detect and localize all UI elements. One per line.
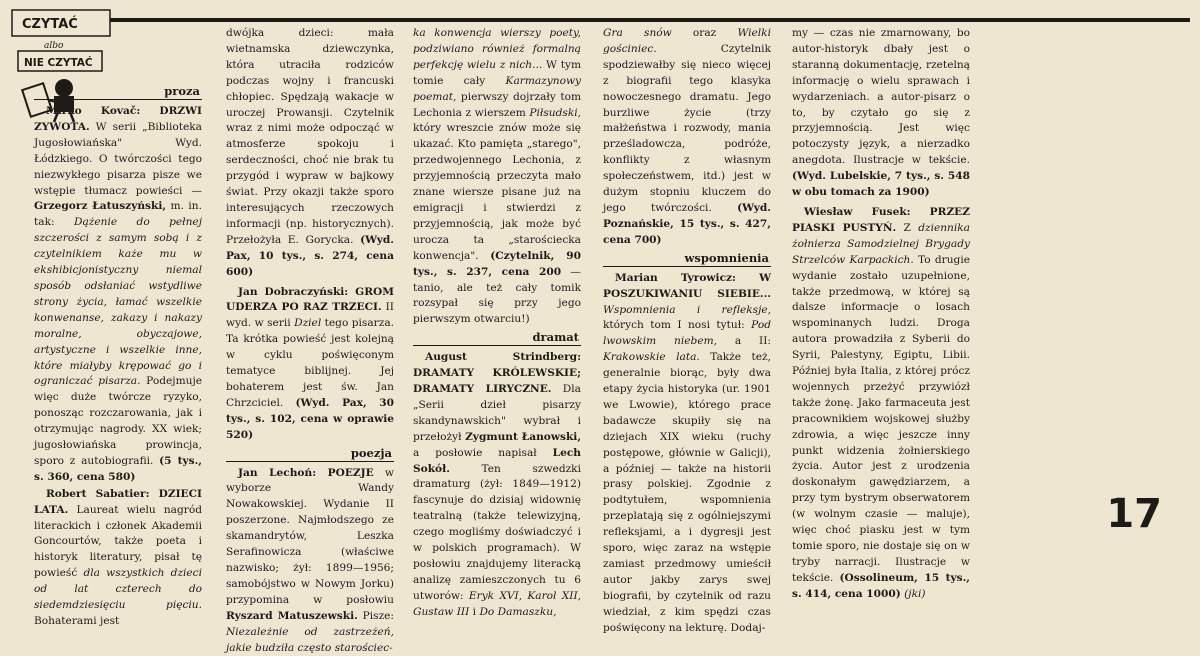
review-text: a II: (717, 335, 771, 348)
logo-line2: albo (44, 41, 64, 51)
review-quote: Piłsudski, (529, 106, 581, 119)
review-text: dwójka dzieci: mała wietnamska dziewczynka, która utraciła rodziców podczas wojny i francuski chłopiec. Spędzają wakacje w uroczej Prowansji. Czytelnik wraz z nimi może odpocząć w atmosferze spokoju i serdeczności, choć nie brak tu przygód i wypraw w bajkowy świat. Przy okazji także sporo interesujących rzeczowych informacji (np. historycznych). Przełożyła E. Gorycka. (226, 27, 394, 246)
section-heading-wspomnienia: wspomnienia (603, 251, 771, 267)
review-lechon-cont (413, 26, 581, 328)
review-quote: Dziel (294, 317, 322, 330)
review-text: Także też, generalnie biorąc, były dwa etapy życia historyka (ur. 1901 we Lwowie), którego prace badawcze skupiły się na dziejach XIX wieku (ruchy postępowe, głównie w Galicji), a później — także na historii prasy polskiej. Zgodnie z podtytułem, wspomnienia przeplatają się z ogólniejszymi refleksjami, a i dygresji jest sporo, więc zaraz na wstępie zamiast przedmowy umieścił autor jakby zarys swej biografii, by czytelnik od razu wiedział, z kim spędzi czas poświęcony na lekturę. Dodaj- (603, 351, 771, 634)
review-tyrowicz-cont (792, 26, 970, 201)
review-fusek (792, 205, 970, 603)
review-text: tego pisarza. Ta krótka powieść jest kolejną w cyklu poświęconym tematyce biblijnej. Jej bohaterem jest św. Jan Chrzciciel. (226, 317, 394, 409)
review-dobraczynski-title: Jan Dobraczyński: GROM UDERZA PO RAZ TRZECI. (226, 285, 394, 314)
review-text: Z (896, 221, 911, 234)
review-quote: Karmazynowy poemat, (413, 74, 582, 103)
review-text: i (469, 605, 477, 618)
review-publication-info: (Wyd. Pax, 10 tys., s. 274, cena 600) (226, 233, 394, 278)
review-fusek-title: Wiesław Fusek: PRZEZ PIASKI PUSTYŃ. (792, 205, 970, 234)
section-heading-poezja: poezja (226, 446, 394, 462)
review-text: Pisze: (357, 609, 394, 622)
review-text: których tom I nosi tytuł: (603, 319, 745, 332)
review-strindberg (413, 350, 581, 620)
review-text: my — czas nie zmarnowany, bo autor-historyk dbały jest o staranną dokumentację, rzetelną informację o wielu sprawach i wydarzeniach. a autor-pisarz o to, by czytało go się z przyjemnością. Jest więc potoczysty język, a nierzadko anegdota. Ilustracje w tekście. (792, 27, 970, 167)
page-number: 17 (1106, 491, 1162, 537)
review-quote: dla wszystkich dzieci od lat czterech do siedemdziesięciu pięciu. (34, 567, 203, 612)
review-sabatier (34, 487, 202, 630)
review-quote: Wielki gościniec. (603, 27, 771, 55)
review-quote: Gra snów (603, 27, 672, 39)
review-publication-info: (Wyd. Pax, 30 tys., s. 102, cena w oprawie 520) (226, 396, 394, 441)
column-3 (413, 26, 581, 621)
review-text: Czytelnik spodziewałby się nieco więcej z biografii tego klasyka nowoczesnego dramatu. Jego burzliwe życie (trzy małżeństwa i rozwody, mania prześladowcza, podróże, konflikty z własnym społeczeństwem, itd.) jest w dużym stopniu kluczem do jego twórczości. (603, 42, 771, 214)
review-quote: Eryk XVI, Karol XII, Gustaw III (413, 589, 581, 618)
review-lechon-title: Jan Lechoń: POEZJE (238, 466, 374, 479)
review-name: Ryszard Matuszewski. (226, 609, 358, 622)
column-2 (226, 26, 394, 656)
review-dobraczynski (226, 285, 394, 444)
column-5 (792, 26, 970, 603)
review-tyrowicz (603, 271, 771, 637)
logo-line1: CZYTAĆ (22, 17, 78, 32)
review-sabatier-cont (226, 26, 394, 281)
review-text: W tym tomie cały (413, 58, 581, 87)
review-text: Podejmuje więc duże twórcze ryzyko, ponosząc rozczarowania, jak i otrzymując nagrody. XX wiek; jugosłowiańska prowincja, sporo z autobiografii. (34, 375, 202, 467)
review-text: Bohaterami jest (34, 615, 120, 627)
column-4 (603, 26, 771, 637)
review-quote: Do Damaszku, (479, 605, 557, 618)
section-heading-proza: proza (34, 84, 202, 100)
review-quote: ka konwencja wierszy poety, podziwiano również formalną perfekcję wielu z nich... (413, 27, 581, 71)
logo-line3: NIE CZYTAĆ (24, 57, 93, 69)
section-heading-dramat: dramat (413, 330, 581, 346)
author-signature: (jki) (904, 587, 926, 600)
review-lechon (226, 466, 394, 656)
review-publication-info: (Czytelnik, 90 tys., s. 237, cena 200 (413, 249, 581, 278)
review-text: pierwszy dojrzały tom Lechonia z wierszem (413, 90, 581, 119)
review-quote: Krakowskie lata. (603, 351, 700, 364)
review-text: oraz (671, 27, 717, 39)
review-text: II wyd. w serii (226, 301, 394, 330)
review-strindberg-cont (603, 26, 771, 249)
review-sabatier-title: Robert Sabatier: DZIECI LATA. (34, 487, 202, 516)
review-quote: Niezależnie od zastrzeżeń, jakie budziła często starościec- (226, 625, 394, 654)
review-text: Dla „Serii dzieł pisarzy skandynawskich" wybrał i przełożył (413, 383, 581, 443)
review-quote: Wspomnienia i refleksje, (603, 303, 771, 316)
review-publication-info: (Ossolineum, 15 tys., s. 414, cena 1000) (792, 571, 970, 600)
review-quote: Pod lwowskim niebem, (603, 319, 772, 348)
review-strindberg-title: August Strindberg: DRAMATY KRÓLEWSKIE; DRAMATY LIRYCZNE. (413, 351, 581, 396)
review-text: To drugie wydanie zostało uzupełnione, także przedmową, w której są dalsze informacje o losach wspominanych ludzi. Droga autora prowadziła z Syberii do Syrii, Palestyny, Egiptu, Libii. Później była Italia, z której prócz wojennych przeżyć przywiózł także żonę. Jako farmaceuta jest pracownikiem wojskowej służby zdrowia, a więc jeszcze inny punkt widzenia żołnierskiego życia. Autor jest z urodzenia doskonałym gawędziarzem, a przy tym bystrym obserwatorem (w wolnym czasie — maluje), więc choć piasku jest w tym tomie sporo, nie dostaje się on w tryby narracji. Ilustracje w tekście. (792, 253, 970, 584)
review-text: Ten szwedzki dramaturg (żył: 1849—1912) fascynuje do dzisiaj widownię teatralną (także telewizyjną, czego mogliśmy doświadczyć i w polskich programach). W posłowiu znajdujemy literacką analizę zamieszczonych tu 6 utworów: (413, 462, 581, 602)
review-text: m. in. tak: (34, 200, 202, 229)
review-text: — tanio, ale też cały tomik rozsypał się przy jego pierwszym otwarciu!) (413, 265, 581, 326)
review-quote: Dążenie do pełnej szczerości z samym sobą i z czytelnikiem każe mu w ekshibicjonistyczny niemal sposób odsłaniać wstydliwe strony życia, łamać wszelkie konwenanse, zakazy i nakazy moralne, obyczajowe, artystyczne i wszelkie inne, które miałyby krępować go i ograniczać pisarza. (34, 216, 202, 388)
review-name: Lech Sokół. (413, 446, 581, 475)
review-name: Grzegorz Łatuszyński, (34, 200, 167, 213)
header-rule (110, 18, 1190, 22)
review-kovac (34, 104, 202, 486)
review-text: który wreszcie znów może się ukazać. Kto pamięta „starego", przedwojennego Lechonia, z przyjemnością przeczyta mało znane wiersze pisane już na emigracji i stwierdzi z przyjemnością, jak może być urocza ta „starościecka konwencja". (413, 122, 581, 262)
review-name: Zygmunt Łanowski, (465, 430, 582, 443)
review-text: a posłowie napisał (413, 446, 537, 459)
review-tyrowicz-title: Marian Tyrowicz: W POSZUKIWANIU SIEBIE... (603, 271, 771, 300)
review-text: Laureat wielu nagród literackich i członek Akademii Goncourtów, także poeta i historyk literatury, pisał tę powieść (34, 503, 202, 580)
review-text: W serii „Biblioteka Jugosłowiańska" Wyd. Łódzkiego. O twórczości tego niezwykłego pisarza pisze we wstępie tłumacz powieści — (34, 120, 202, 197)
column-1 (34, 82, 202, 630)
review-publication-info: (Wyd. Lubelskie, 7 tys., s. 548 w obu tomach za 1900) (792, 170, 970, 199)
review-quote: dziennika żołnierza Samodzielnej Brygady Strzelców Karpackich. (792, 221, 970, 266)
review-publication-info: (5 tys., s. 360, cena 580) (34, 454, 202, 483)
review-kovac-title: Mirko Kovač: DRZWI ZYWOTA. (34, 105, 202, 133)
review-text: w wyborze Wandy Nowakowskiej. Wydanie II poszerzone. Najmłodszego ze skamandrytów, Leszka Serafinowicza (właściwe nazwisko; żył: 1899—1956; samobójstwo w Nowym Jorku) przypomina w posłowiu (226, 466, 394, 606)
review-publication-info: (Wyd. Poznańskie, 15 tys., s. 427, cena 700) (603, 201, 771, 246)
